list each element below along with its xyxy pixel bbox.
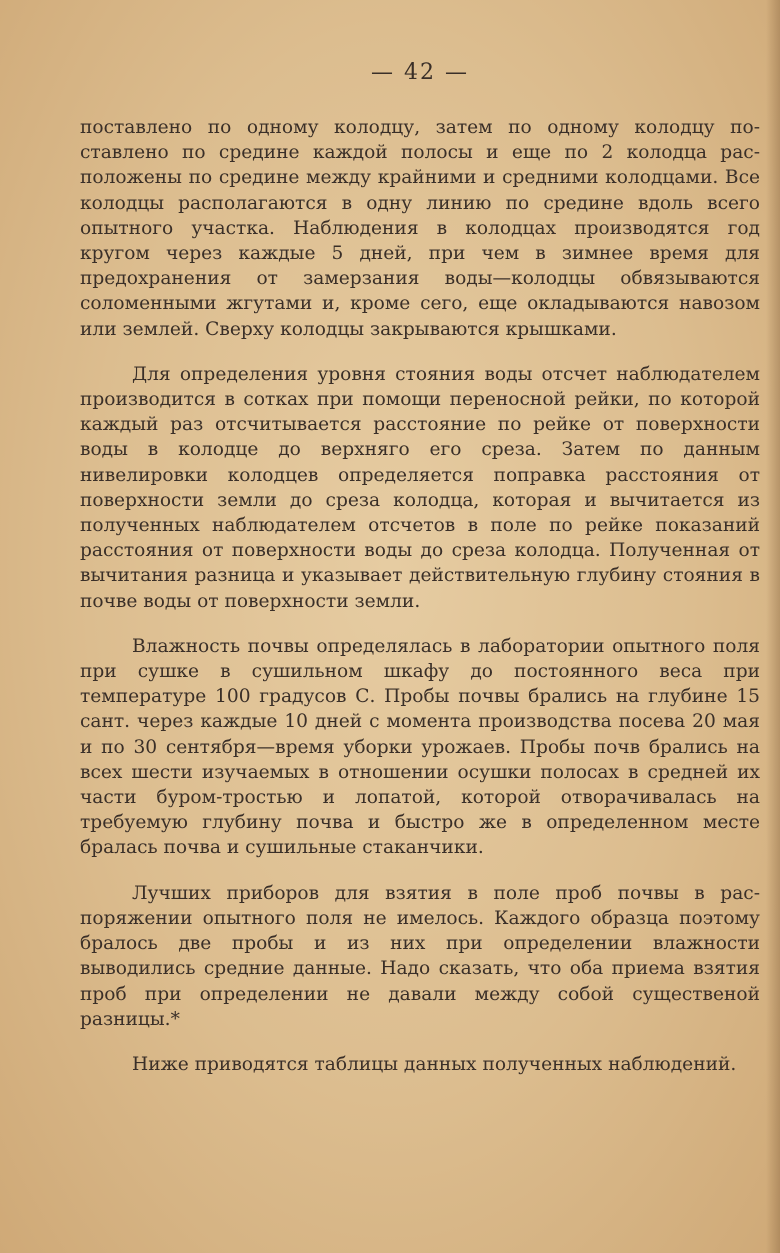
paragraph-sampling-instruments: Лучших приборов для взятия в поле проб почвы в распоряжении опытного поля не имелось. Каждого образца поэтому бралось две пробы и из них при определении влажности выводились средние данные. Надо сказать, что оба приема взятия проб при определении не давали между собой существеной разницы.* <box>80 882 760 1030</box>
page-edge-shadow <box>766 0 780 1253</box>
page-number: — 42 — <box>371 60 469 85</box>
paragraph-wells-placement: поставлено по одному колодцу, затем по одному колодцу поставлено по средине каждой полосы и еще по 2 колодца расположены по средине между крайними и средними колодцами. Все колодцы располагаются в одну линию по средине вдоль всего опытного участка. Наблюдения в колодцах производятся год кругом через каждые 5 дней, при чем в зимнее время для предохранения от замерзания воды—колодцы обвязываются соломенными жгутами и, кроме сего, еще окладываются навозом или землей. Сверху колодцы закрываются крышками. <box>80 117 760 340</box>
paragraph-soil-moisture: Влажность почвы определялась в лаборатории опытного поля при сушке в сушильном шкафу до постоянного веса при температуре 100 градусов С. Пробы почвы брались на глубине 15 сант. через каждые 10 дней с момента производства посева 20 мая и по 30 сентября—время уборки урожаев. Пробы почв брались на всех шести изучаемых в отношении осушки полосах в средней их части буром-тростью и лопатой, которой отворачивалась на требуемую глубину почва и быстро же в определенном месте бралась почва и сушильные стаканчики. <box>80 635 760 859</box>
paragraph-water-level: Для определения уровня стояния воды отсчет наблюдателем производится в сотках при помощи переносной рейки, по которой каждый раз отсчитывается расстояние по рейке от поверхности воды в колодце до верхняго его среза. Затем по данным нивелировки колодцев определяется поправка расстояния от поверхности земли до среза колодца, которая и вычитается из полученных наблюдателем отсчетов в поле по рейке показаний расстояния от поверхности воды до среза колодца. Полученная от вычитания разница и указывает действительную глубину стояния в почве воды от поверхности земли. <box>80 363 760 612</box>
paragraph-tables-intro: Ниже приводятся таблицы данных полученных наблюдений. <box>132 1053 737 1075</box>
